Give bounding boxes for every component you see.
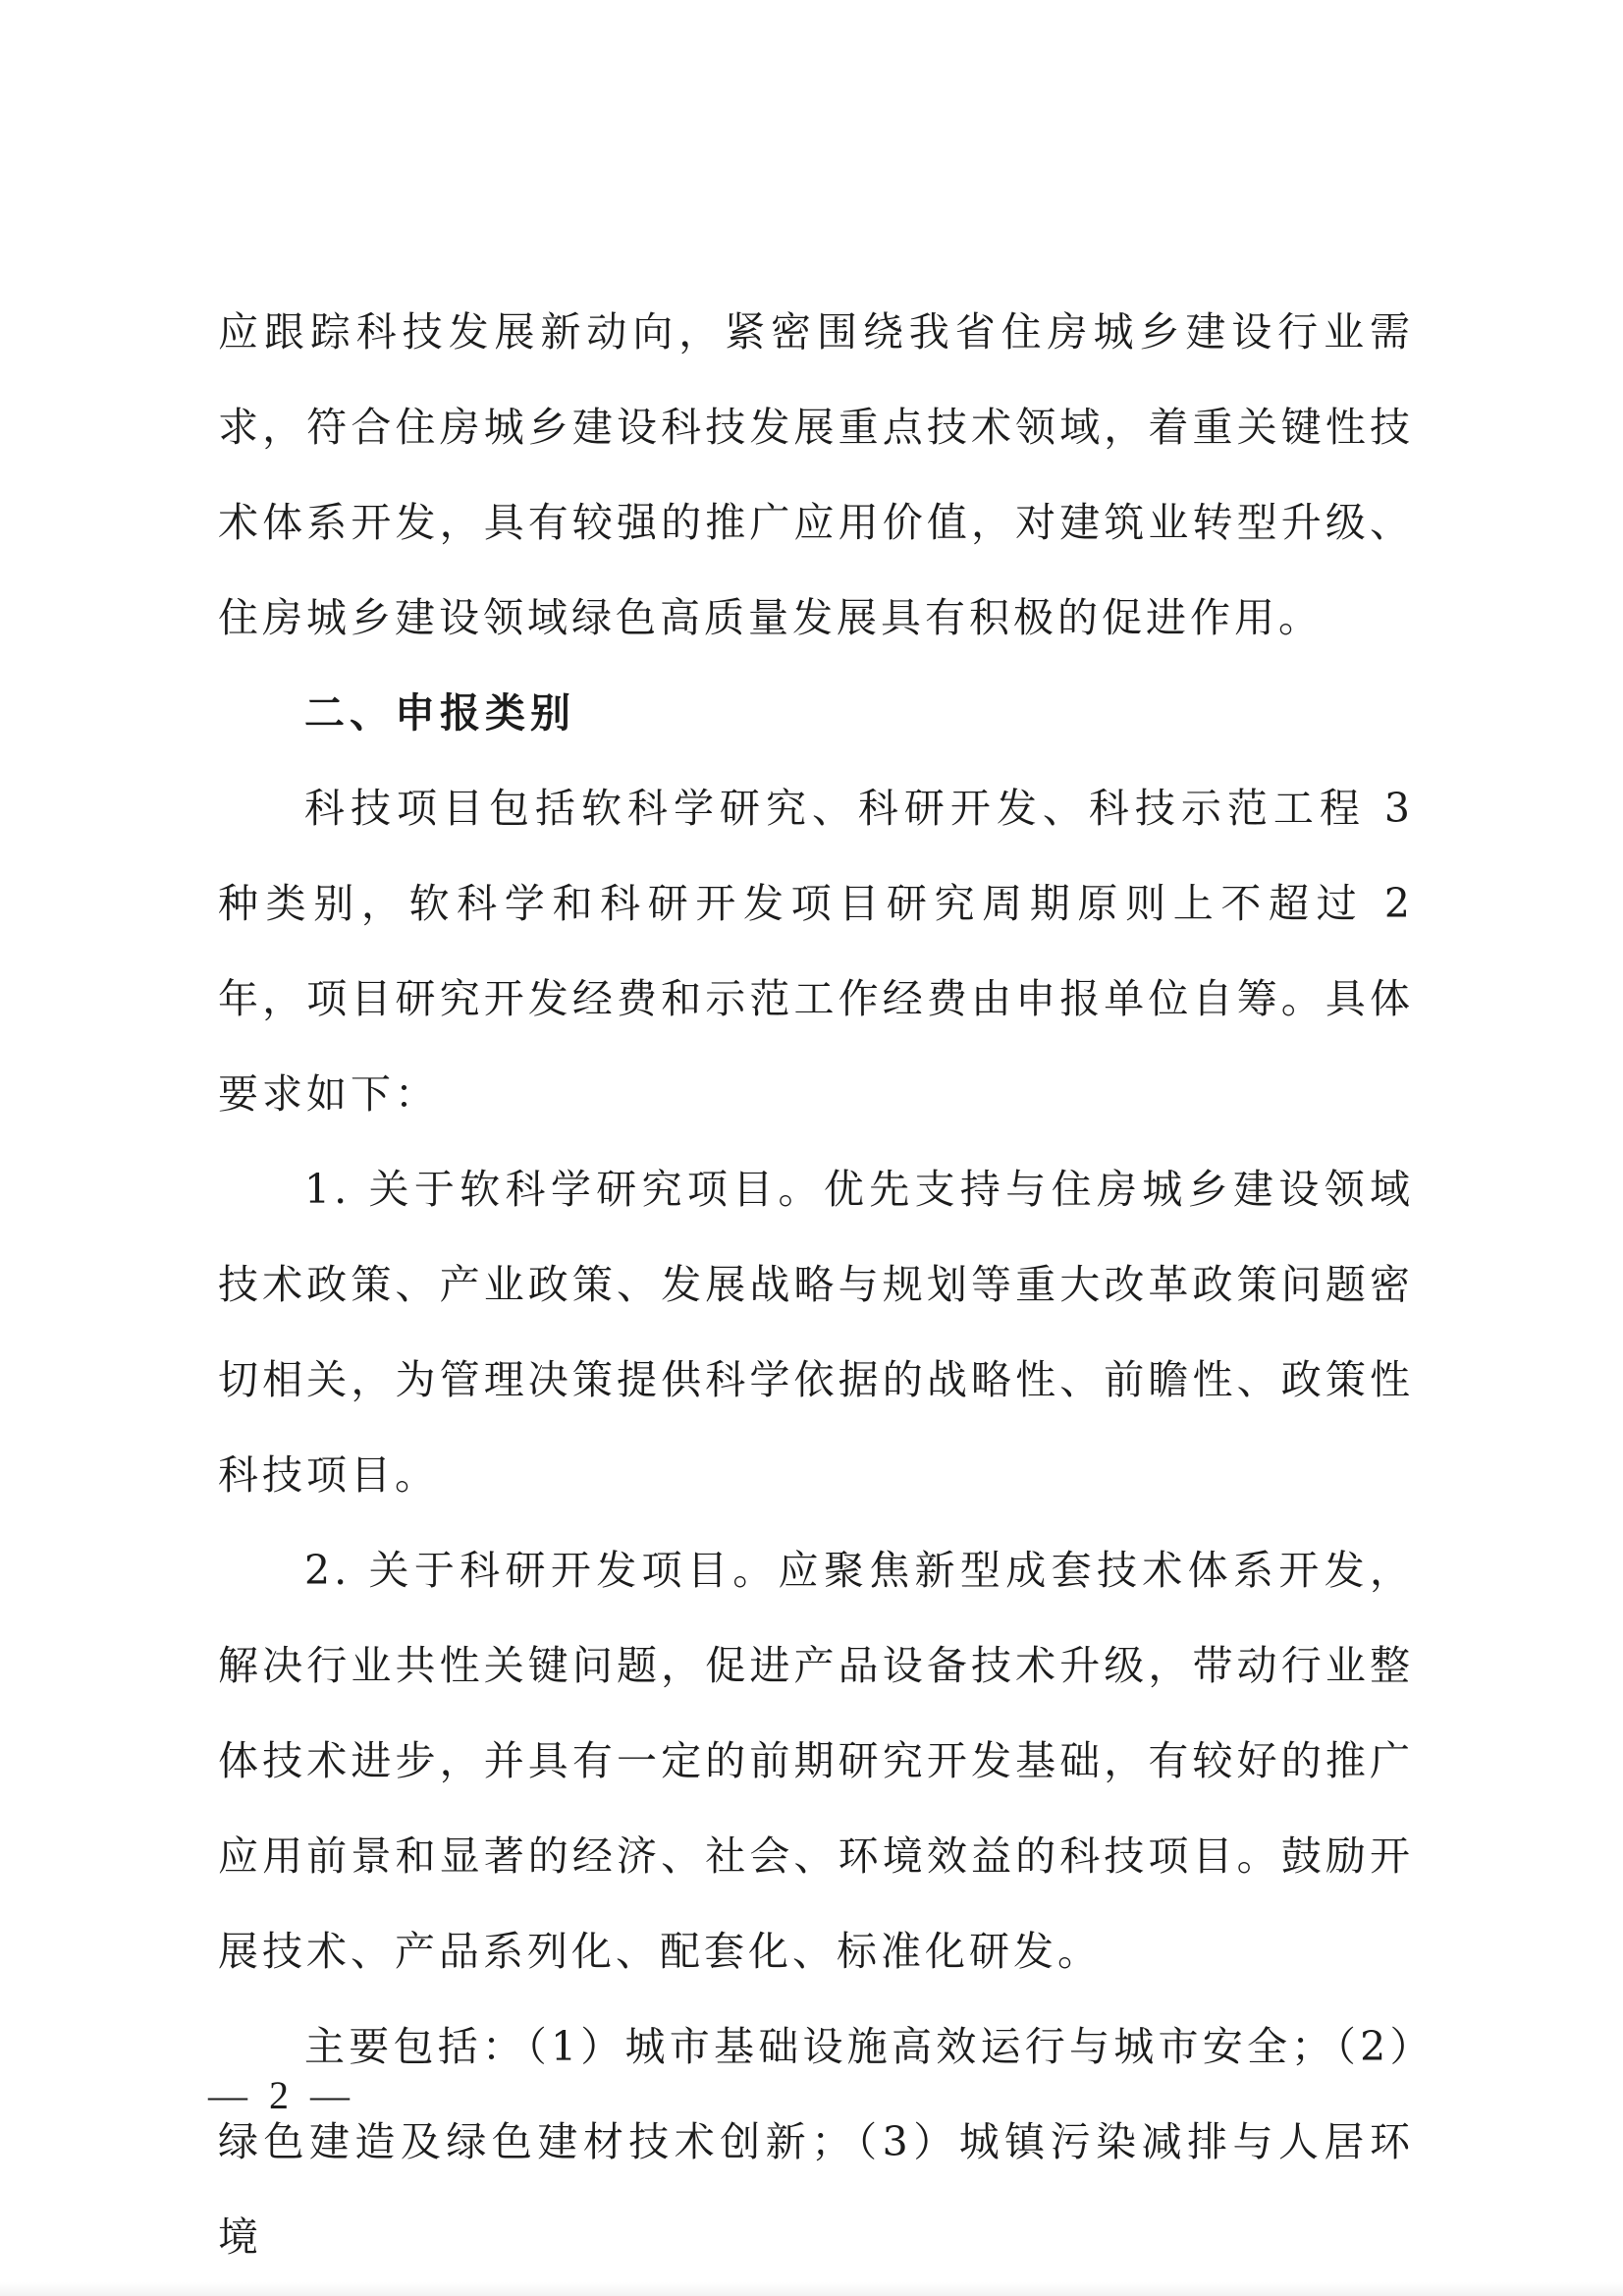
paragraph-continuation: 应跟踪科技发展新动向，紧密围绕我省住房城乡建设行业需求，符合住房城乡建设科技发展重点技术领域，着重关键性技术体系开发，具有较强的推广应用价值，对建筑业转型升级、住房城乡建设领域绿色高质量发展具有积极的促进作用。: [218, 308, 1414, 641]
paragraph-project-categories: 科技项目包括软科学研究、科研开发、科技示范工程 3 种类别，软科学和科研开发项目研究周期原则上不超过 2 年，项目研究开发经费和示范工作经费由申报单位自筹。具体要求如下：: [218, 785, 1414, 1118]
paragraph-research-development-projects: 2. 关于科研开发项目。应聚焦新型成套技术体系开发，解决行业共性关键问题，促进产品设备技术升级，带动行业整体技术进步，并具有一定的前期研究开发基础，有较好的推广应用前景和显著的经济、社会、环境效益的科技项目。鼓励开展技术、产品系列化、配套化、标准化研发。: [218, 1547, 1414, 1975]
section-heading-declaration-categories: 二、申报类别: [304, 689, 575, 737]
page-number: — 2 —: [208, 2073, 355, 2117]
paragraph-main-areas: 主要包括：（1）城市基础设施高效运行与城市安全；（2）绿色建造及绿色建材技术创新；（3）城镇污染减排与人居环境: [218, 2023, 1414, 2261]
paragraph-soft-science-projects: 1. 关于软科学研究项目。优先支持与住房城乡建设领域技术政策、产业政策、发展战略与规划等重大改革政策问题密切相关，为管理决策提供科学依据的战略性、前瞻性、政策性科技项目。: [218, 1166, 1414, 1499]
page-bottom-edge: [0, 2282, 1623, 2296]
document-body: [218, 285, 1414, 2285]
